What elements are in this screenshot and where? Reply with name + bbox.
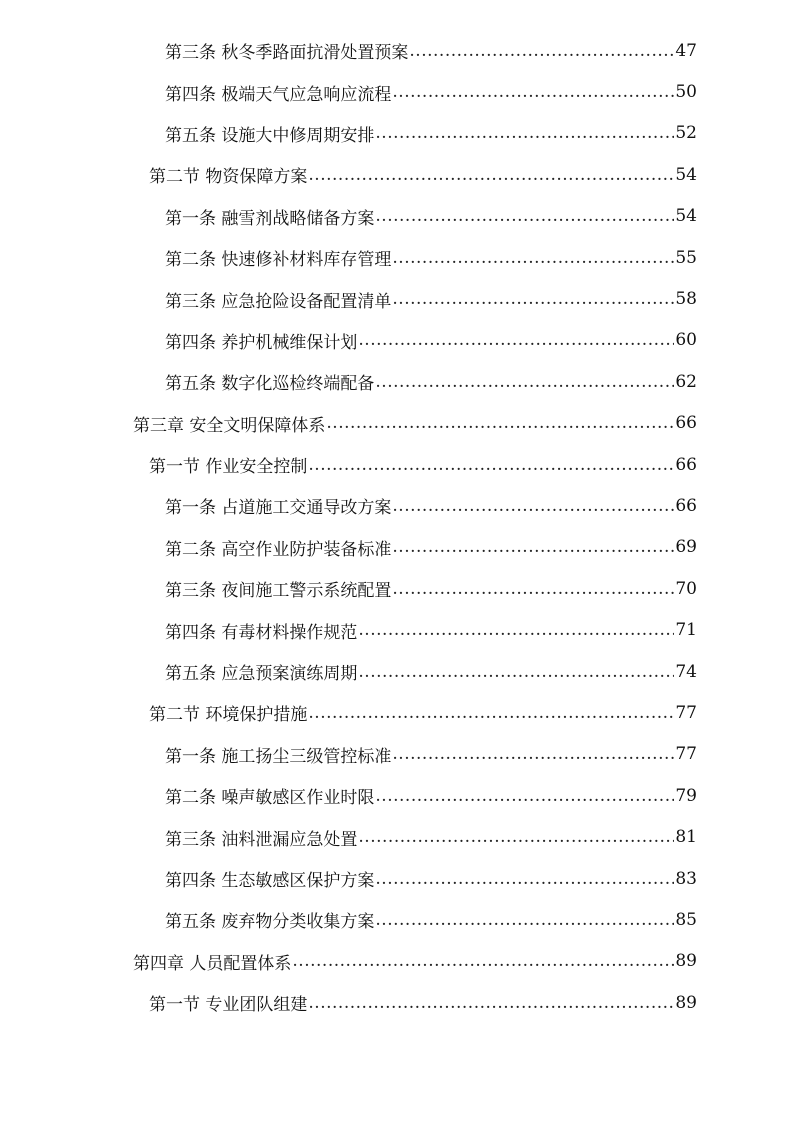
toc-entry-page-number: 69 [675, 537, 697, 558]
toc-entry-label: 第四条 养护机械维保计划 [165, 332, 358, 353]
toc-entry-chapter[interactable] [0, 941, 793, 982]
toc-entry-page-number: 62 [675, 371, 697, 392]
toc-entry-page-number: 81 [675, 827, 697, 848]
toc-entry-page-number: 77 [675, 744, 697, 765]
toc-entry-label: 第三条 夜间施工警示系统配置 [165, 581, 392, 602]
dot-leader [409, 41, 674, 61]
toc-entry-page-number: 83 [675, 868, 697, 889]
toc-entry-label: 第三章 安全文明保障体系 [133, 415, 326, 436]
dot-leader [308, 993, 674, 1013]
toc-entry-label: 第四条 生态敏感区保护方案 [165, 871, 375, 891]
dot-leader [375, 869, 674, 889]
dot-leader [308, 703, 674, 723]
toc-entry-label: 第一条 施工扬尘三级管控标准 [165, 746, 392, 767]
toc-entry-article[interactable] [0, 30, 793, 71]
toc-entry-article[interactable] [0, 361, 793, 402]
dot-leader [392, 248, 674, 268]
table-of-contents [0, 30, 793, 1023]
toc-entry-article[interactable] [0, 113, 793, 154]
dot-leader [375, 123, 674, 143]
dot-leader [392, 579, 674, 599]
toc-entry-page-number: 70 [675, 578, 697, 599]
toc-entry-label: 第一条 融雪剂战略储备方案 [165, 208, 375, 229]
toc-entry-page-number: 71 [675, 620, 697, 641]
toc-entry-article[interactable] [0, 858, 793, 899]
dot-leader [392, 744, 674, 764]
toc-entry-page-number: 52 [675, 123, 697, 144]
toc-entry-page-number: 74 [675, 661, 697, 682]
toc-entry-page-number: 89 [675, 951, 697, 972]
dot-leader [392, 289, 674, 309]
toc-entry-page-number: 66 [675, 454, 697, 475]
dot-leader [392, 82, 674, 102]
toc-entry-page-number: 77 [675, 702, 697, 723]
toc-entry-label: 第四条 极端天气应急响应流程 [165, 84, 392, 105]
toc-entry-label: 第二条 高空作业防护装备标准 [165, 539, 392, 560]
toc-entry-label: 第一节 作业安全控制 [149, 457, 308, 478]
toc-entry-label: 第二条 快速修补材料库存管理 [165, 250, 392, 271]
toc-entry-section[interactable] [0, 692, 793, 733]
toc-entry-label: 第四章 人员配置体系 [133, 953, 292, 974]
toc-entry-label: 第五条 应急预案演练周期 [165, 664, 358, 685]
dot-leader [358, 662, 674, 682]
toc-entry-section[interactable] [0, 444, 793, 485]
toc-entry-label: 第一节 专业团队组建 [149, 995, 308, 1016]
toc-entry-section[interactable] [0, 154, 793, 195]
dot-leader [308, 455, 674, 475]
toc-entry-label: 第三条 应急抢险设备配置清单 [165, 291, 392, 312]
toc-entry-page-number: 50 [675, 82, 697, 103]
toc-entry-label: 第二节 物资保障方案 [149, 167, 308, 188]
dot-leader [326, 413, 674, 433]
toc-entry-article[interactable] [0, 568, 793, 609]
toc-entry-page-number: 47 [675, 40, 697, 61]
toc-entry-label: 第一条 占道施工交通导改方案 [165, 498, 392, 519]
dot-leader [375, 206, 674, 226]
toc-entry-label: 第二条 噪声敏感区作业时限 [165, 788, 375, 809]
toc-entry-article[interactable] [0, 237, 793, 278]
dot-leader [392, 537, 674, 557]
dot-leader [308, 165, 674, 185]
toc-entry-label: 第五条 设施大中修周期安排 [165, 125, 375, 146]
dot-leader [375, 372, 674, 392]
dot-leader [358, 620, 674, 640]
toc-entry-page-number: 89 [675, 992, 697, 1013]
toc-entry-section[interactable] [0, 982, 793, 1023]
toc-entry-label: 第四条 有毒材料操作规范 [165, 622, 358, 643]
toc-entry-article[interactable] [0, 196, 793, 237]
dot-leader [375, 910, 674, 930]
toc-entry-article[interactable] [0, 734, 793, 775]
toc-entry-page-number: 85 [675, 909, 697, 930]
toc-entry-article[interactable] [0, 775, 793, 816]
dot-leader [358, 330, 674, 350]
toc-entry-label: 第三条 油料泄漏应急处置 [165, 829, 358, 850]
toc-entry-article[interactable] [0, 278, 793, 319]
toc-entry-page-number: 58 [675, 289, 697, 310]
toc-entry-page-number: 66 [675, 495, 697, 516]
dot-leader [392, 496, 674, 516]
toc-entry-label: 第三条 秋冬季路面抗滑处置预案 [165, 43, 409, 64]
toc-entry-article[interactable] [0, 651, 793, 692]
dot-leader [375, 786, 674, 806]
toc-entry-article[interactable] [0, 899, 793, 940]
toc-entry-article[interactable] [0, 527, 793, 568]
toc-entry-article[interactable] [0, 816, 793, 857]
toc-entry-page-number: 54 [675, 164, 697, 185]
toc-entry-label: 第二节 环境保护措施 [149, 705, 308, 726]
toc-entry-article[interactable] [0, 320, 793, 361]
toc-entry-article[interactable] [0, 609, 793, 650]
toc-entry-page-number: 79 [675, 785, 697, 806]
toc-entry-page-number: 66 [675, 413, 697, 434]
dot-leader [292, 951, 674, 971]
toc-entry-label: 第五条 数字化巡检终端配备 [165, 374, 375, 395]
dot-leader [358, 827, 674, 847]
toc-entry-article[interactable] [0, 485, 793, 526]
toc-entry-label: 第五条 废弃物分类收集方案 [165, 912, 375, 933]
toc-entry-page-number: 54 [675, 206, 697, 227]
toc-entry-article[interactable] [0, 71, 793, 112]
toc-entry-chapter[interactable] [0, 403, 793, 444]
toc-entry-page-number: 55 [675, 247, 697, 268]
toc-entry-page-number: 60 [675, 330, 697, 351]
